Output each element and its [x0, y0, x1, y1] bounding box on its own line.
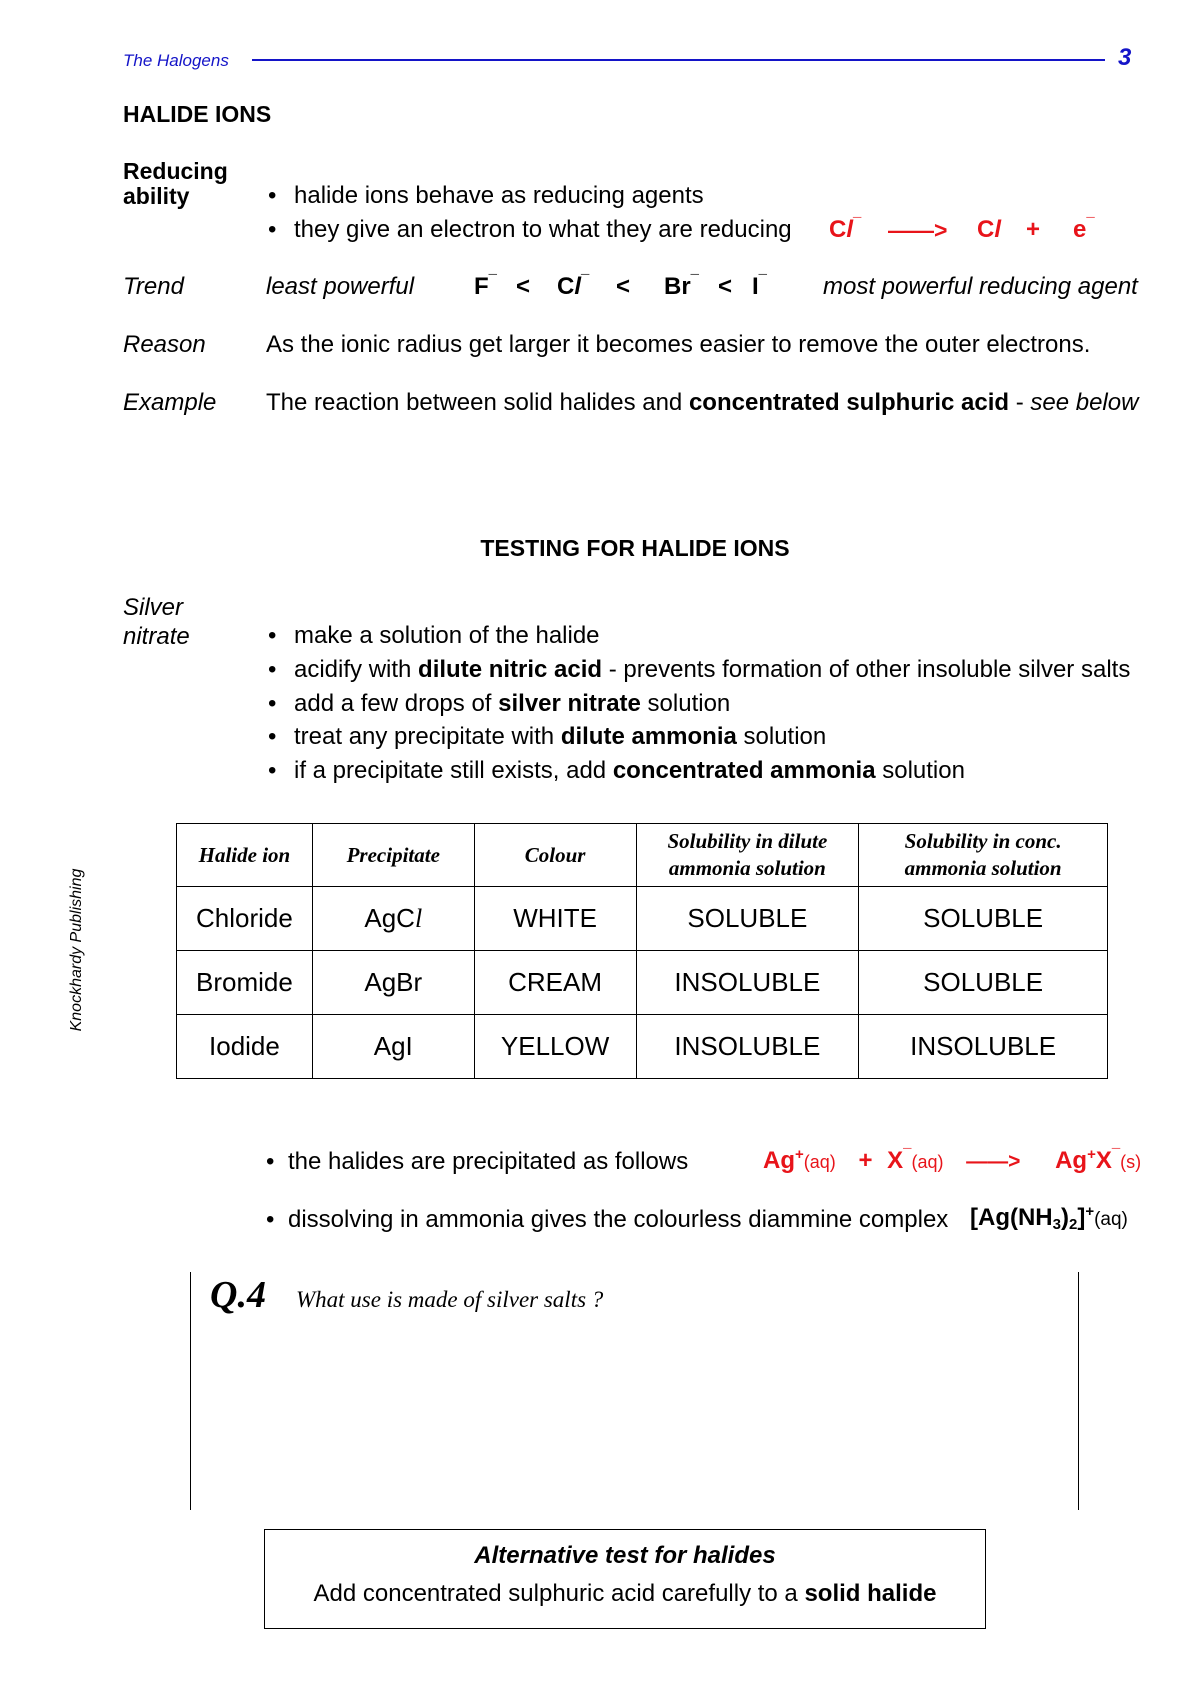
header-colour: Colour [474, 824, 636, 887]
equation-plus: + [1026, 216, 1041, 243]
bullet-dot: • [268, 622, 277, 649]
bullet-dot: • [268, 182, 277, 209]
section-heading-halide-ions: HALIDE IONS [123, 101, 272, 127]
trend-ion-br: Br¯ [664, 272, 699, 300]
cell-colour: CREAM [474, 951, 636, 1015]
test-bullet-3: • add a few drops of silver nitrate solution [268, 690, 731, 717]
bullet-dot: • [266, 1148, 275, 1175]
equation-electron: e¯ [1073, 215, 1095, 243]
cell-dilute: SOLUBLE [636, 887, 859, 951]
halide-test-table [176, 823, 1108, 1079]
cell-precipitate: AgCl [312, 887, 474, 951]
cell-colour: YELLOW [474, 1015, 636, 1079]
cell-dilute: INSOLUBLE [636, 951, 859, 1015]
cell-conc: INSOLUBLE [859, 1015, 1108, 1079]
cell-halide: Bromide [177, 951, 313, 1015]
precipitation-equation: Ag+(aq) + X¯(aq) ——> Ag+X¯(s) [763, 1146, 1142, 1174]
equation-arrow: ——> [888, 217, 948, 243]
precipitation-note: • the halides are precipitated as follows [266, 1148, 689, 1175]
bullet-dot: • [268, 690, 277, 717]
trend-ion-i: I¯ [752, 272, 767, 300]
cell-halide: Chloride [177, 887, 313, 951]
alternative-test-box [264, 1529, 986, 1629]
test-bullet-1: • make a solution of the halide [268, 622, 600, 649]
trend-label: Trend [123, 273, 184, 300]
example-text: The reaction between solid halides and concentrated sulphuric acid - see below [266, 389, 1139, 416]
running-title: The Halogens [123, 51, 229, 70]
table-row [177, 951, 1108, 1015]
equation-product: Cl [977, 216, 1002, 243]
trend-lt-2: < [616, 273, 631, 300]
trend-lt-1: < [516, 273, 531, 300]
cell-precipitate: AgBr [312, 951, 474, 1015]
header-halide-ion: Halide ion [177, 824, 313, 887]
table-row [177, 887, 1108, 951]
cell-dilute: INSOLUBLE [636, 1015, 859, 1079]
silver-nitrate-label [123, 593, 190, 651]
question-number: Q.4 [210, 1274, 266, 1316]
reason-label: Reason [123, 331, 206, 358]
answer-box-right-rule [1078, 1272, 1079, 1510]
reducing-bullet-1: • halide ions behave as reducing agents [268, 182, 704, 209]
bullet-dot: • [268, 216, 277, 243]
chloride-oxidation-equation: Cl¯ [829, 215, 862, 243]
example-label: Example [123, 389, 217, 416]
page-number: 3 [1118, 44, 1132, 71]
silver-label-line-1: Silver [123, 594, 184, 621]
bullet-dot: • [268, 723, 277, 750]
header-solubility-dilute: Solubility in dilute ammonia solution [636, 824, 859, 887]
header-precipitate: Precipitate [312, 824, 474, 887]
question-text: What use is made of silver salts ? [296, 1287, 604, 1312]
section-heading-testing: TESTING FOR HALIDE IONS [480, 535, 790, 561]
cell-precipitate: AgI [312, 1015, 474, 1079]
trend-lt-3: < [718, 273, 733, 300]
trend-ion-cl: Cl¯ [557, 272, 590, 300]
test-bullet-2: • acidify with dilute nitric acid - prevents formation of other insoluble silver salts [268, 656, 1131, 683]
answer-box-left-rule [190, 1272, 191, 1510]
ammonia-note: • dissolving in ammonia gives the colourless diammine complex [266, 1206, 949, 1233]
alt-box-title: Alternative test for halides [474, 1542, 776, 1569]
reducing-bullet-2: • they give an electron to what they are reducing [268, 216, 792, 243]
table-row [177, 1015, 1108, 1079]
bullet-dot: • [268, 656, 277, 683]
trend-ion-f: F¯ [474, 272, 497, 300]
header-solubility-conc: Solubility in conc. ammonia solution [859, 824, 1108, 887]
bullet-dot: • [266, 1206, 275, 1233]
cell-colour: WHITE [474, 887, 636, 951]
trend-most: most powerful reducing agent [823, 273, 1138, 300]
silver-label-line-2: nitrate [123, 623, 190, 650]
cell-conc: SOLUBLE [859, 887, 1108, 951]
table-header-row [177, 824, 1108, 887]
reason-text: As the ionic radius get larger it becomes easier to remove the outer electrons. [266, 331, 1091, 358]
header-rule [252, 59, 1105, 61]
test-bullet-5: • if a precipitate still exists, add concentrated ammonia solution [268, 757, 965, 784]
diammine-complex: $[Ag(NH_3)_2]^+(aq)$ [970, 1203, 1128, 1233]
reducing-ability-label [123, 159, 228, 209]
trend-least: least powerful [266, 273, 415, 300]
reducing-label-line-2: ability [123, 183, 190, 209]
bullet-dot: • [268, 757, 277, 784]
test-bullet-4: • treat any precipitate with dilute ammonia solution [268, 723, 827, 750]
alt-box-text: Add concentrated sulphuric acid carefully to a solid halide [313, 1580, 937, 1607]
publisher-side-label: Knockhardy Publishing [68, 868, 85, 1032]
cell-halide: Iodide [177, 1015, 313, 1079]
cell-conc: SOLUBLE [859, 951, 1108, 1015]
reducing-label-line-1: Reducing [123, 158, 228, 184]
